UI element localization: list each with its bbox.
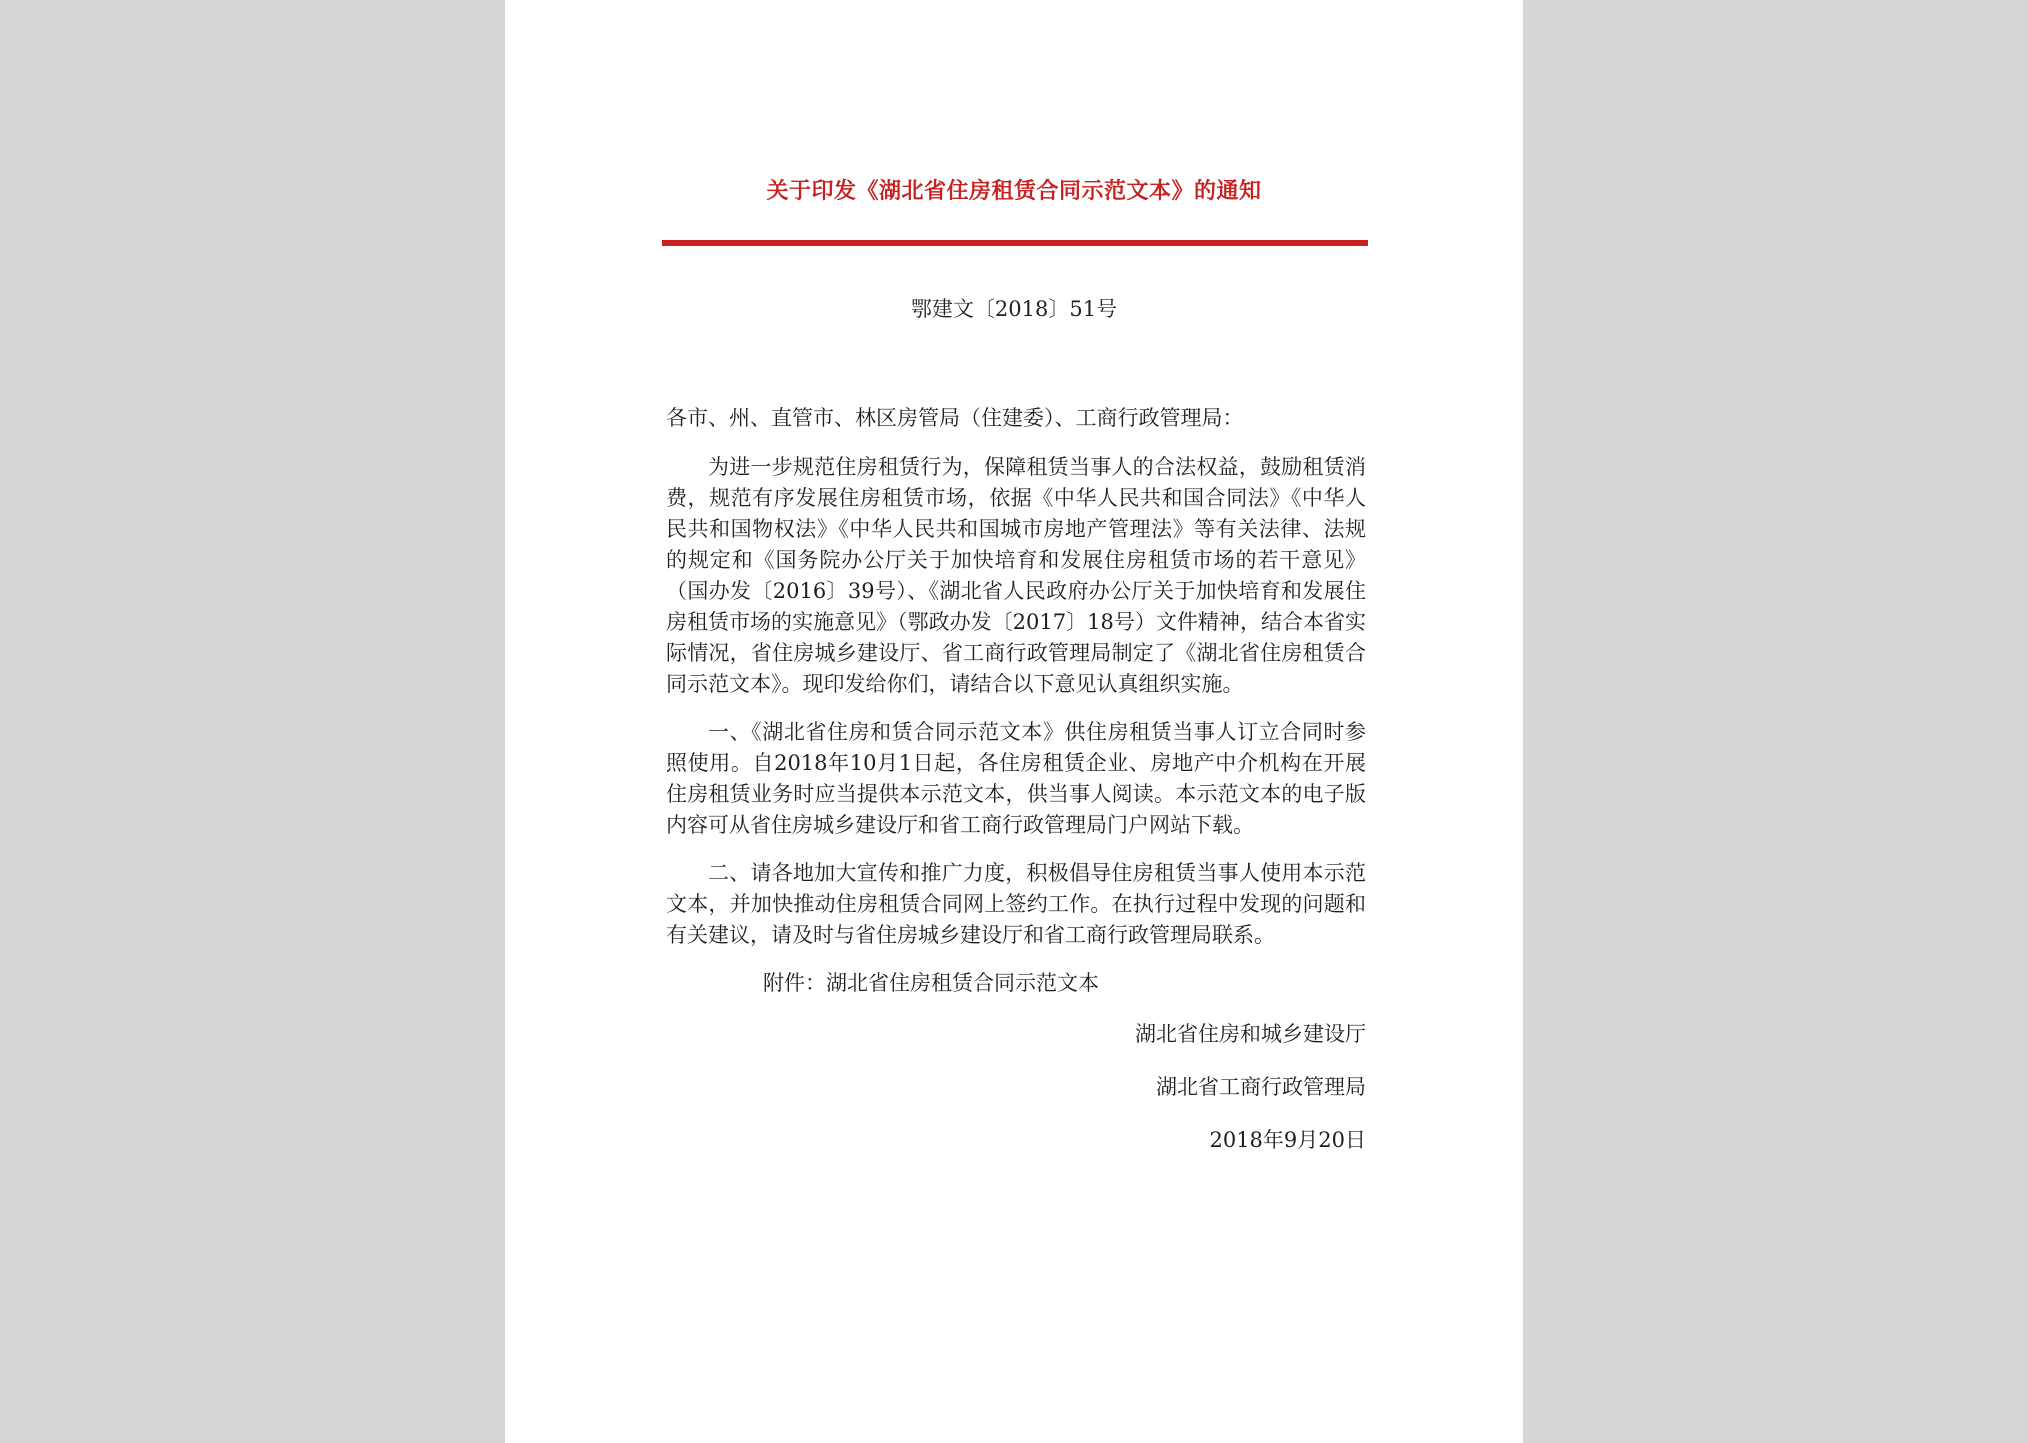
- document-number: 鄂建文〔2018〕51号: [910, 297, 1118, 321]
- signatory-industry-commerce-bureau: 湖北省工商行政管理局: [1156, 1075, 1366, 1099]
- signatory-housing-department: 湖北省住房和城乡建设厅: [1135, 1022, 1366, 1046]
- paragraph-item-two: 二、请各地加大宣传和推广力度，积极倡导住房租赁当事人使用本示范文本，并加快推动住房租赁合同网上签约工作。在执行过程中发现的问题和有关建议，请及时与省住房城乡建设厅和省工商行政管理局联系。: [666, 861, 1366, 947]
- issue-date: 2018年9月20日: [1209, 1128, 1366, 1152]
- attachment-line: 附件：湖北省住房租赁合同示范文本: [763, 971, 1099, 995]
- document-page: [505, 0, 1523, 1443]
- paragraph-intro: 为进一步规范住房租赁行为，保障租赁当事人的合法权益，鼓励租赁消费，规范有序发展住房租赁市场，依据《中华人民共和国合同法》《中华人民共和国物权法》《中华人民共和国城市房地产管理法》等有关法律、法规的规定和《国务院办公厅关于加快培育和发展住房租赁市场的若干意见》（国办发〔2016〕39号）、《湖北省人民政府办公厅关于加快培育和发展住房租赁市场的实施意见》（鄂政办发〔2017〕18号）文件精神，结合本省实际情况，省住房城乡建设厅、省工商行政管理局制定了《湖北省住房租赁合同示范文本》。现印发给你们，请结合以下意见认真组织实施。: [666, 455, 1366, 696]
- document-body: [666, 403, 1366, 1178]
- red-header-rule: [662, 240, 1368, 246]
- salutation: 各市、州、直管市、林区房管局（住建委）、工商行政管理局：: [666, 406, 1244, 430]
- paragraph-item-one: 一、《湖北省住房和赁合同示范文本》供住房租赁当事人订立合同时参照使用。自2018年10月1日起，各住房租赁企业、房地产中介机构在开展住房租赁业务时应当提供本示范文本，供当事人阅读。本示范文本的电子版内容可从省住房城乡建设厅和省工商行政管理局门户网站下载。: [666, 720, 1366, 837]
- document-title: 关于印发《湖北省住房租赁合同示范文本》的通知: [766, 178, 1262, 204]
